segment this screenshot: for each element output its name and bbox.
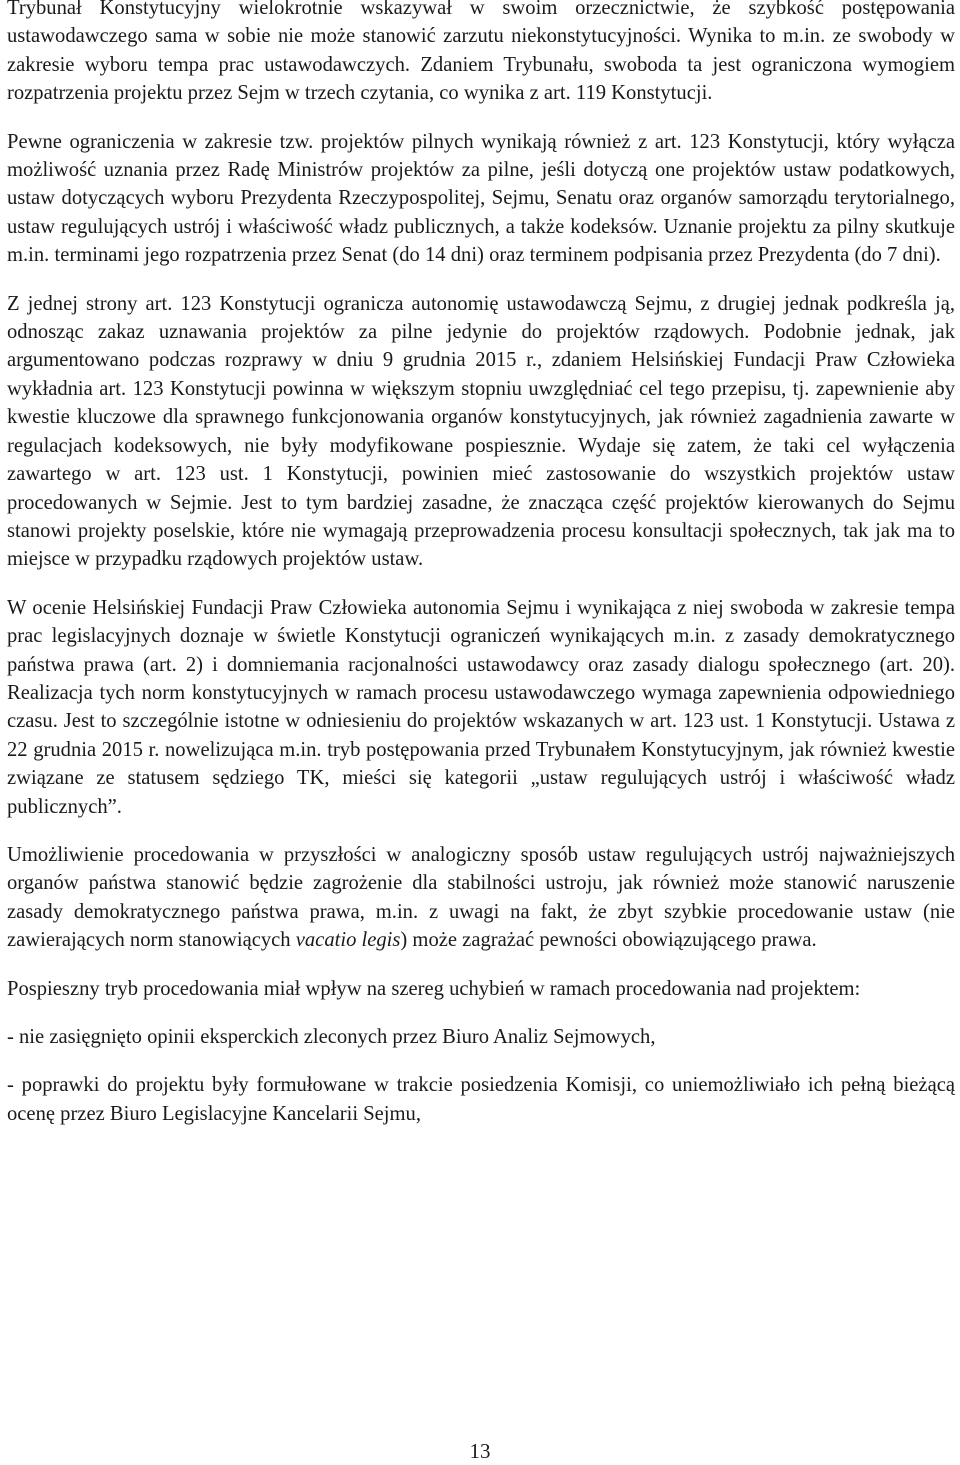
paragraph-5-text-b: ) może zagrażać pewności obowiązującego prawa. (400, 929, 817, 952)
paragraph-2: Pewne ograniczenia w zakresie tzw. projektów pilnych wynikają również z art. 123 Konstytucji, który wyłącza możliwość uznania przez Radę Ministrów projektów za pilne, jeśli dotyczą one projektów ustaw podatkowych, ustaw dotyczących wyboru Prezydenta Rzeczypospolitej, Sejmu, Senatu oraz organów samorządu terytorialnego, ustaw regulujących ustrój i właściwość władz publicznych, a także kodeksów. Uznanie projektu za pilny skutkuje m.in. terminami jego rozpatrzenia przez Senat (do 14 dni) oraz terminem podpisania przez Prezydenta (do 7 dni). (7, 130, 955, 267)
document-page (7, 0, 955, 1128)
paragraph-5 (7, 841, 955, 955)
paragraph-3: Z jednej strony art. 123 Konstytucji ogranicza autonomię ustawodawczą Sejmu, z drugiej jednak podkreśla ją, odnosząc zakaz uznawania projektów za pilne jedynie do projektów rządowych. Podobnie jednak, jak argumentowano podczas rozprawy w dniu 9 grudnia 2015 r., zdaniem Helsińskiej Fundacji Praw Człowieka wykładnia art. 123 Konstytucji powinna w większym stopniu uwzględniać cel tego przepisu, tj. zapewnienie aby kwestie kluczowe dla sprawnego funkcjonowania organów konstytucyjnych, jak również zagadnienia zawarte w regulacjach kodeksowych, nie były modyfikowane pospiesznie. Wydaje się zatem, że taki cel wyłączenia zawartego w art. 123 ust. 1 Konstytucji, powinien mieć zastosowanie do wszystkich projektów ustaw procedowanych w Sejmie. Jest to tym bardziej zasadne, że znacząca część projektów kierowanych do Sejmu stanowi projekty poselskie, które nie wymagają przeprowadzenia procesu konsultacji społecznych, tak jak ma to miejsce w przypadku rządowych projektów ustaw. (7, 292, 955, 571)
paragraph-5-italic-term: vacatio legis (295, 929, 401, 952)
list-item: - nie zasięgnięto opinii eksperckich zleconych przez Biuro Analiz Sejmowych, (7, 1026, 656, 1048)
paragraph-6: Pospieszny tryb procedowania miał wpływ na szereg uchybień w ramach procedowania nad projektem: (7, 977, 861, 1000)
page-number: 13 (469, 1439, 491, 1463)
paragraph-1: Trybunał Konstytucyjny wielokrotnie wskazywał w swoim orzecznictwie, że szybkość postępowania ustawodawczego sama w sobie nie może stanowić zarzutu niekonstytucyjności. Wynika to m.in. ze swobody w zakresie wyboru tempa prac ustawodawczych. Zdaniem Trybunału, swoboda ta jest ograniczona wymogiem rozpatrzenia projektu przez Sejm w trzech czytania, co wynika z art. 119 Konstytucji. (7, 0, 955, 105)
list-item: - poprawki do projektu były formułowane w trakcie posiedzenia Komisji, co uniemożliwiało ich pełną bieżącą ocenę przez Biuro Legislacyjne Kancelarii Sejmu, (7, 1074, 955, 1125)
paragraph-5-text-a: Umożliwienie procedowania w przyszłości w analogiczny sposób ustaw regulujących ustrój najważniejszych organów państwa stanowić będzie zagrożenie dla stabilności ustroju, jak również może stanowić naruszenie zasady demokratycznego państwa prawa, m.in. z uwagi na fakt, że zbyt szybkie procedowanie ustaw (nie zawierających norm stanowiących (7, 843, 955, 952)
paragraph-4: W ocenie Helsińskiej Fundacji Praw Człowieka autonomia Sejmu i wynikająca z niej swoboda w zakresie tempa prac legislacyjnych doznaje w świetle Konstytucji ograniczeń wynikających m.in. z zasady demokratycznego państwa prawa (art. 2) i domniemania racjonalności ustawodawcy oraz zasady dialogu społecznego (art. 20). Realizacja tych norm konstytucyjnych w ramach procesu ustawodawczego wymaga zapewnienia odpowiedniego czasu. Jest to szczególnie istotne w odniesieniu do projektów wskazanych w art. 123 ust. 1 Konstytucji. Ustawa z 22 grudnia 2015 r. nowelizująca m.in. tryb postępowania przed Trybunałem Konstytucyjnym, jak również kwestie związane ze statusem sędziego TK, mieści się kategorii „ustaw regulujących ustrój i właściwość władz publicznych”. (7, 596, 955, 818)
